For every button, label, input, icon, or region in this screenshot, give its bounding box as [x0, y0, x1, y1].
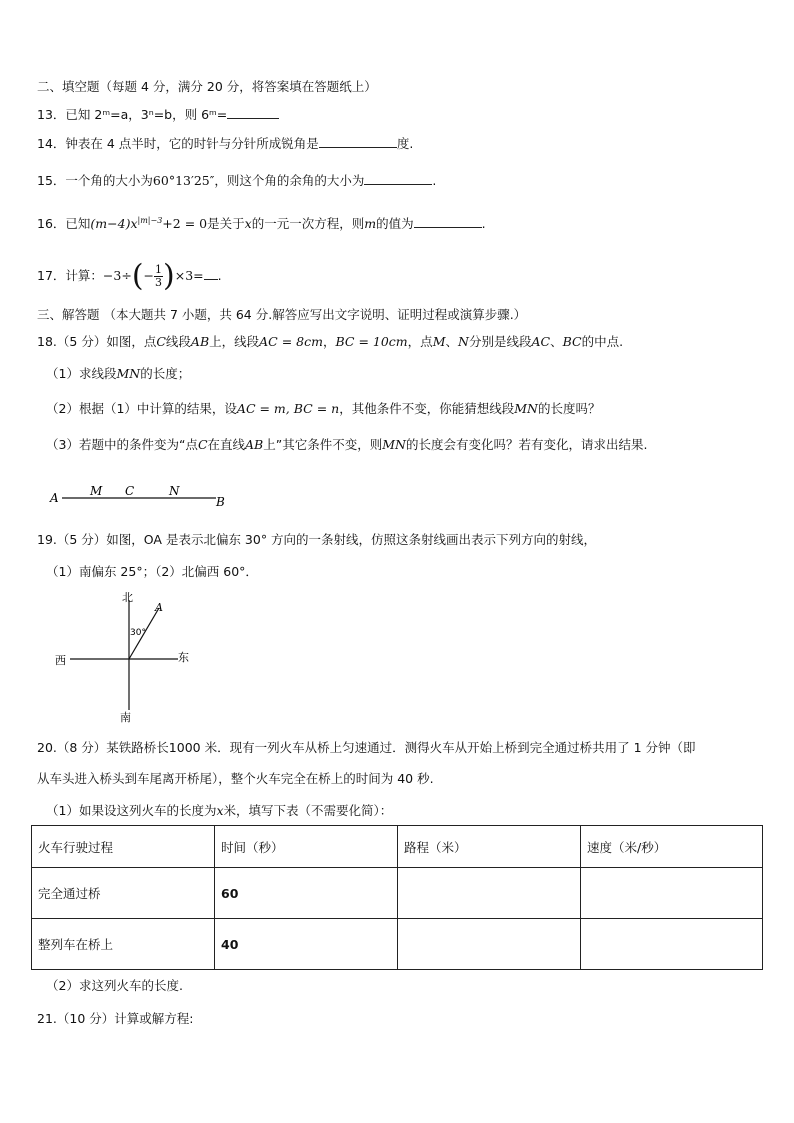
q17-pre: 计算：	[65, 268, 103, 283]
question-20-line2: 从车头进入桥头到车尾离开桥尾），整个火车完全在桥上的时间为 40 秒.	[37, 771, 434, 786]
label-n: N	[169, 484, 180, 498]
q14-text: 钟表在 4 点半时，它的时针与分针所成锐角是	[65, 136, 319, 151]
left-paren: (	[131, 258, 144, 294]
table-cell: 60	[215, 868, 398, 919]
table-header: 速度（米/秒）	[581, 826, 763, 868]
table-cell: 整列车在桥上	[32, 919, 215, 970]
question-21: 21.（10 分）计算或解方程:	[37, 1011, 194, 1026]
q13-answer-blank[interactable]	[227, 106, 279, 119]
q18-ac: AC = 8cm	[259, 334, 323, 349]
q18-seg-ac: AC	[531, 334, 551, 349]
q18-p3-c: C	[197, 437, 208, 452]
q19-compass-figure	[50, 588, 210, 724]
q18-p3-a: （3）若题中的条件变为“点	[46, 437, 198, 452]
q17-math1: −3÷	[102, 268, 132, 283]
q16-var-x: x	[244, 216, 252, 232]
q20-p1-pre: （1）如果设这列火车的长度为	[46, 803, 217, 818]
q14-post: 度.	[396, 136, 414, 151]
q16-mid: 是关于	[207, 216, 245, 232]
q15-text: 一个角的大小为	[65, 173, 153, 188]
q18-seg-bc: BC	[562, 334, 582, 349]
q17-math2: ×3=	[174, 268, 204, 283]
q18-p3-d: 的长度会有变化吗？若有变化，请求出结果.	[405, 437, 648, 452]
table-header: 时间（秒）	[215, 826, 398, 868]
section-2-header: 二、填空题（每题 4 分，满分 20 分，将答案填在答题纸上）	[37, 79, 377, 94]
q18-text-t2: 上，线段	[209, 334, 260, 349]
q18-p3-c-text: 上”其它条件不变，则	[263, 437, 383, 452]
q17-answer-blank[interactable]	[204, 267, 218, 280]
q16-exponent: |m|−3	[137, 216, 163, 225]
q18-bc: BC = 10cm	[335, 334, 408, 349]
table-cell-input[interactable]	[398, 868, 581, 919]
q18-text-t7: 的中点.	[581, 334, 624, 349]
label-east: 东	[178, 651, 189, 664]
q14-number: 14．	[37, 136, 66, 151]
q18-p2-mid: ，其他条件不变，你能猜想线段	[339, 401, 515, 416]
q15-number: 15．	[37, 173, 66, 188]
q14-answer-blank[interactable]	[319, 135, 397, 148]
table-cell: 完全通过桥	[32, 868, 215, 919]
q20-p1-var: x	[216, 803, 224, 818]
q18-part1	[46, 366, 190, 382]
table-cell-input[interactable]	[398, 919, 581, 970]
q13-number: 13．	[37, 107, 66, 122]
question-18	[37, 334, 623, 350]
table-row	[32, 868, 763, 919]
q18-segment-figure	[40, 482, 240, 512]
table-header: 火车行驶过程	[32, 826, 215, 868]
table-cell-input[interactable]	[581, 868, 763, 919]
q17-minus: −	[143, 268, 155, 283]
q19-subparts: （1）南偏东 25°；（2）北偏西 60°．	[46, 564, 258, 579]
table-header: 路程（米）	[398, 826, 581, 868]
q18-text-t6: 、	[550, 334, 563, 349]
q18-p1-post: 的长度；	[140, 366, 191, 381]
label-c: C	[125, 484, 135, 498]
q18-point-n: N	[458, 334, 469, 349]
q16-var-m: m	[364, 216, 377, 232]
q18-p2-pre: （2）根据（1）中计算的结果，设	[46, 401, 237, 416]
label-a: A	[50, 491, 59, 505]
q16-answer-blank[interactable]	[414, 215, 482, 228]
q18-number: 18.	[37, 334, 57, 349]
label-30-degree: 30°	[130, 628, 146, 638]
q18-p2-mn: MN	[514, 401, 538, 416]
q17-fraction	[154, 264, 163, 289]
q16-mid2: 的一元一次方程，则	[251, 216, 365, 232]
q18-sep: ，	[322, 334, 336, 349]
q16-number: 16．	[37, 216, 66, 232]
label-m: M	[90, 484, 103, 498]
q18-p1-pre: （1）求线段	[46, 366, 117, 381]
q18-seg-ab: AB	[190, 334, 210, 349]
q18-text-t3: ，点	[407, 334, 433, 349]
q20-part2: （2）求这列火车的长度.	[46, 978, 183, 993]
q16-math1: (m−4)x	[90, 216, 138, 232]
q15-angle: 60°13′25″	[152, 173, 215, 188]
q18-p2-math: AC = m, BC = n	[236, 401, 340, 416]
table-header-row	[32, 826, 763, 868]
label-b: B	[216, 495, 225, 509]
question-16	[37, 213, 486, 232]
label-south: 南	[120, 711, 131, 724]
label-west: 西	[55, 654, 66, 667]
q15-end: .	[432, 173, 437, 188]
q18-point-m: M	[432, 334, 446, 349]
q18-text-t1: 线段	[165, 334, 191, 349]
q15-answer-blank[interactable]	[364, 172, 432, 185]
q17-frac-num: 1	[155, 263, 163, 276]
q18-p3-ab: AB	[245, 437, 264, 452]
question-17	[37, 258, 222, 294]
q16-end: .	[481, 216, 486, 232]
table-row	[32, 919, 763, 970]
q18-p1-mn: MN	[116, 366, 141, 381]
table-cell: 40	[215, 919, 398, 970]
q16-post: 的值为	[376, 216, 414, 232]
question-19: 19.（5 分）如图，OA 是表示北偏东 30° 方向的一条射线，仿照这条射线画出表示下列方向的射线，	[37, 532, 597, 547]
question-20-line1: 20.（8 分）某铁路桥长1000 米．现有一列火车从桥上匀速通过．测得火车从开始上桥到完全通过桥共用了 1 分钟（即	[37, 740, 696, 755]
right-paren: )	[163, 258, 175, 294]
q20-p1-post: 米，填写下表（不需要化简）：	[223, 803, 393, 818]
section-3-header: 三、解答题 （本大题共 7 小题，共 64 分.解答应写出文字说明、证明过程或演算步骤.）	[37, 307, 527, 322]
label-ray-a: A	[155, 601, 163, 614]
q18-p3-b: 在直线	[207, 437, 246, 452]
q18-part3	[46, 437, 647, 453]
q18-text: （5 分）如图，点	[56, 334, 157, 349]
q13-text: 已知 2ᵐ=a，3ⁿ=b，则 6ᵐ=	[65, 107, 228, 122]
q18-text-t4: 、	[445, 334, 459, 349]
question-14	[37, 135, 413, 152]
table-cell-input[interactable]	[581, 919, 763, 970]
label-north: 北	[122, 591, 133, 604]
q20-part1	[46, 803, 392, 819]
q16-math2: +2 = 0	[162, 216, 208, 232]
q18-p2-post: 的长度吗？	[537, 401, 601, 416]
q18-text-t5: 分别是线段	[468, 334, 532, 349]
train-table	[31, 825, 763, 970]
q17-number: 17．	[37, 268, 66, 283]
question-15	[37, 172, 436, 189]
q15-post: ，则这个角的余角的大小为	[214, 173, 365, 188]
q16-pre: 已知	[65, 216, 91, 232]
q18-part2	[46, 401, 600, 417]
question-13	[37, 106, 279, 123]
q17-end: .	[217, 268, 222, 283]
q18-point-c: C	[156, 334, 166, 349]
q18-p3-mn: MN	[382, 437, 406, 452]
q17-frac-den: 3	[155, 276, 163, 289]
